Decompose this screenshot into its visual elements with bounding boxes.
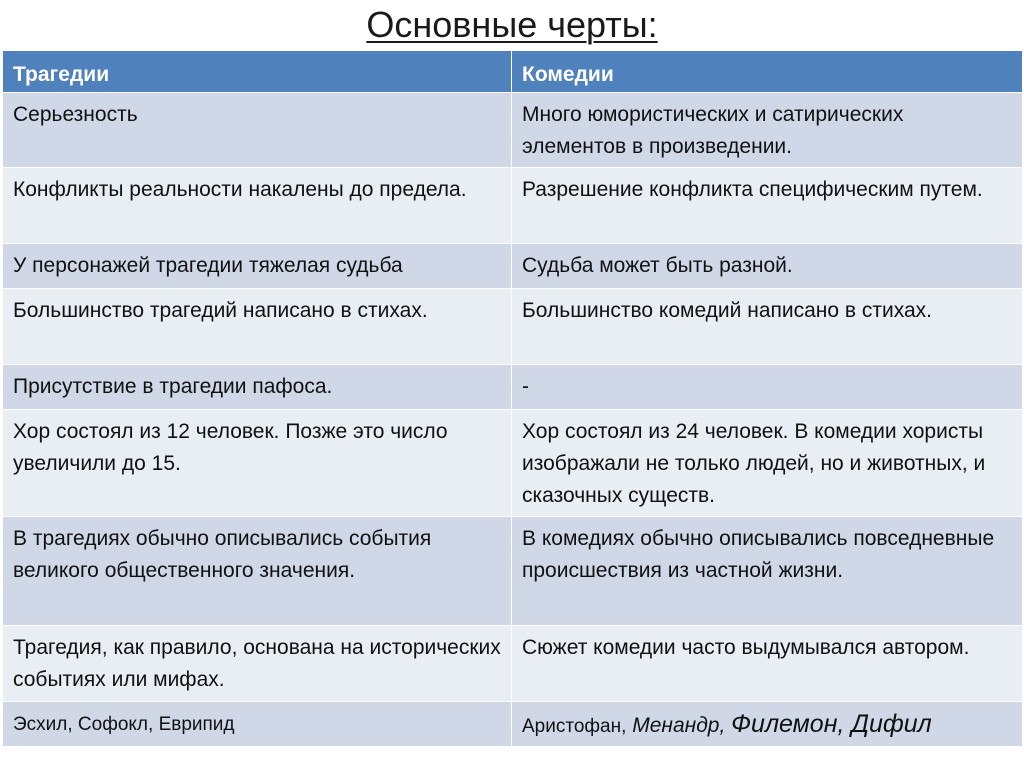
table-row [3, 410, 1023, 517]
header-tragedies: Трагедии [3, 51, 512, 93]
comedy-cell: Сюжет комедии часто выдумывался автором. [512, 626, 1023, 702]
table-row-authors [3, 702, 1023, 747]
header-comedies: Комедии [512, 51, 1023, 93]
table-header-row [3, 51, 1023, 93]
comedy-authors-cell [512, 702, 1023, 747]
tragedy-authors-cell [3, 702, 512, 747]
comedy-cell: Много юмористических и сатирических элементов в произведении. [512, 93, 1023, 168]
comedy-cell: Разрешение конфликта специфическим путем. [512, 168, 1023, 244]
table-row [3, 168, 1023, 244]
comparison-table [2, 50, 1023, 747]
comedy-cell: - [512, 365, 1023, 410]
table-row [3, 517, 1023, 626]
tragedy-cell: У персонажей трагедии тяжелая судьба [3, 244, 512, 289]
tragedy-cell: Серьезность [3, 93, 512, 168]
tragedy-cell: В трагедиях обычно описывались события великого общественного значения. [3, 517, 512, 626]
table-row [3, 93, 1023, 168]
table-row [3, 289, 1023, 365]
tragedy-authors: Эсхил, Софокл, Еврипид [13, 714, 235, 735]
comedy-cell: Большинство комедий написано в стихах. [512, 289, 1023, 365]
tragedy-cell: Конфликты реальности накалены до предела. [3, 168, 512, 244]
comedy-author-first: Аристофан, [522, 716, 627, 737]
table-row [3, 365, 1023, 410]
tragedy-cell: Хор состоял из 12 человек. Позже это число увеличили до 15. [3, 410, 512, 517]
tragedy-cell: Присутствие в трагедии пафоса. [3, 365, 512, 410]
slide-title: Основные черты: [366, 4, 658, 45]
table-row [3, 244, 1023, 289]
comedy-cell: Хор состоял из 24 человек. В комедии хористы изображали не только людей, но и животных, и сказочных существ. [512, 410, 1023, 517]
comedy-author-third: Филемон, Дифил [731, 710, 932, 738]
tragedy-cell: Трагедия, как правило, основана на исторических событиях или мифах. [3, 626, 512, 702]
table-row [3, 626, 1023, 702]
tragedy-cell: Большинство трагедий написано в стихах. [3, 289, 512, 365]
comedy-author-second: Менандр, [632, 714, 726, 737]
comedy-cell: В комедиях обычно описывались повседневные происшествия из частной жизни. [512, 517, 1023, 626]
comedy-cell: Судьба может быть разной. [512, 244, 1023, 289]
